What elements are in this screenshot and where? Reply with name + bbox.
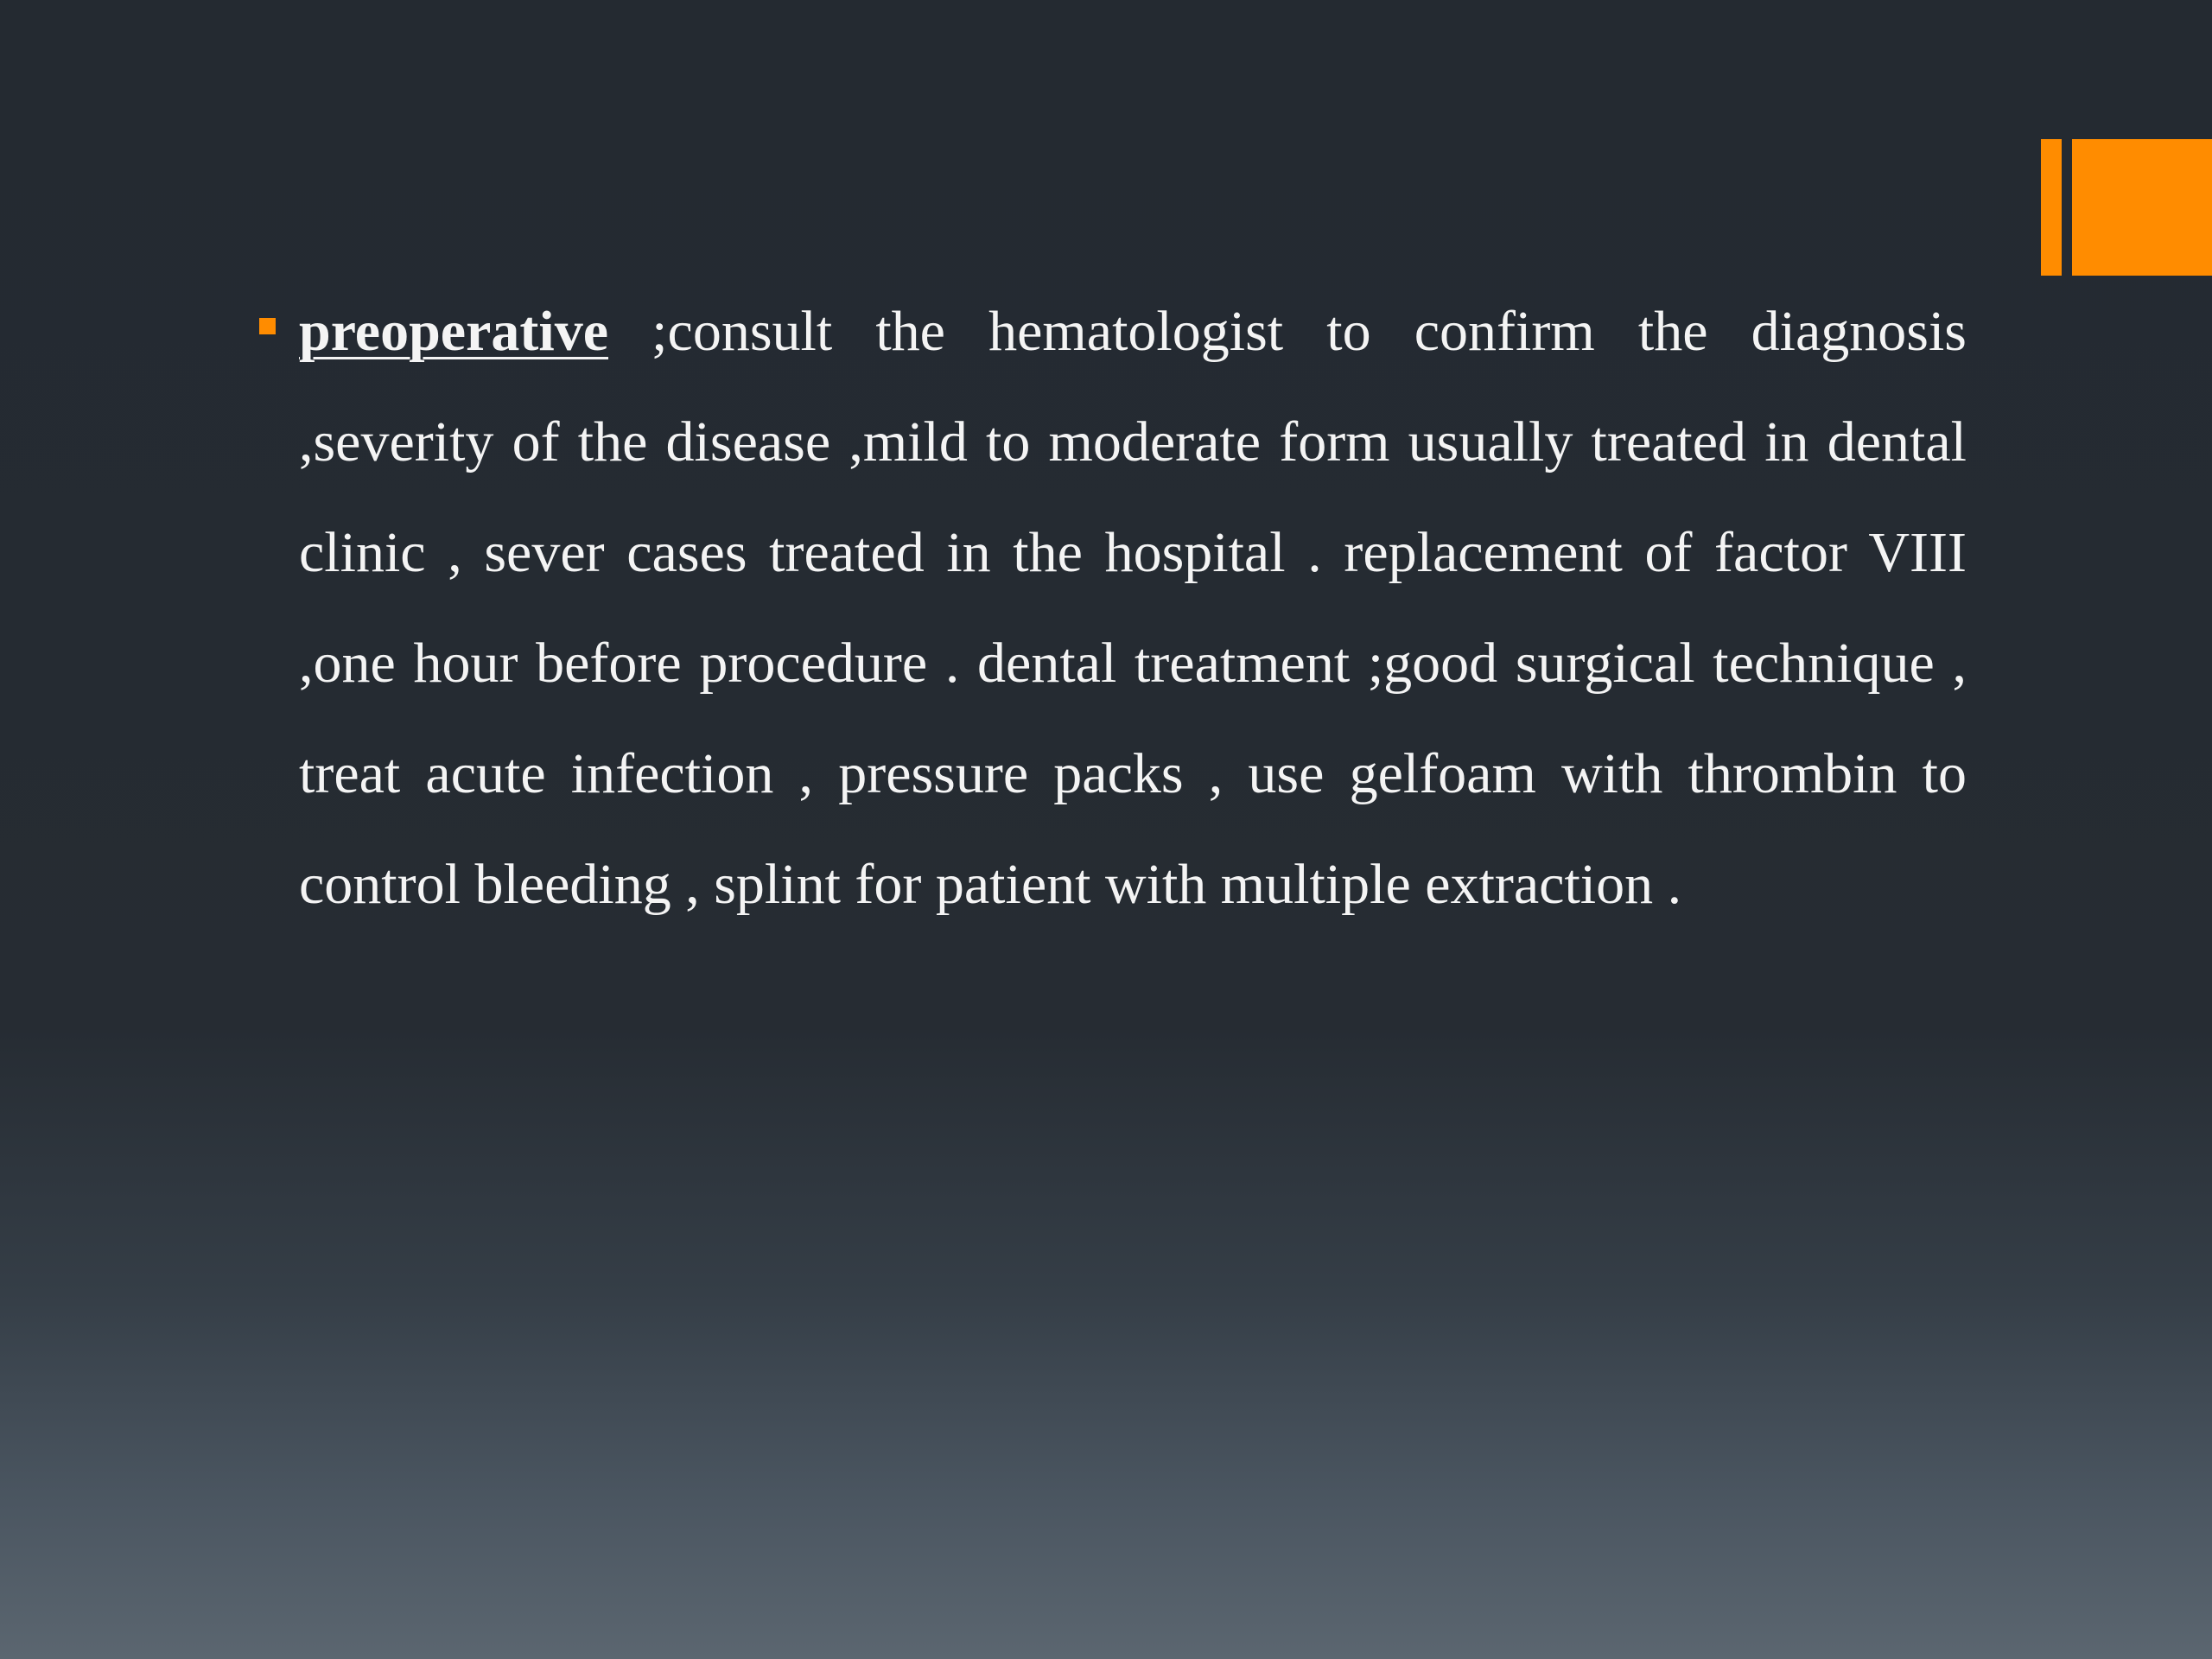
bullet-item: [259, 276, 1967, 940]
accent-bar-block: [2072, 139, 2212, 276]
bullet-term: preoperative: [299, 300, 609, 363]
accent-bar-thin: [2041, 139, 2062, 276]
bullet-text: ;consult the hematologist to confirm the diagnosis ,severity of the disease ,mild to moderate form usually treated in dental clinic , sever cases treated in the hospital . replacement of factor VIII ,one hour before procedure . dental treatment ;good surgical technique , treat acute infection , pressure packs , use gelfoam with thrombin to control bleeding , splint for patient with multiple extraction .: [299, 300, 1967, 916]
slide-content: [259, 276, 1967, 940]
bullet-paragraph: [299, 276, 1967, 940]
square-bullet-icon: [259, 318, 276, 334]
